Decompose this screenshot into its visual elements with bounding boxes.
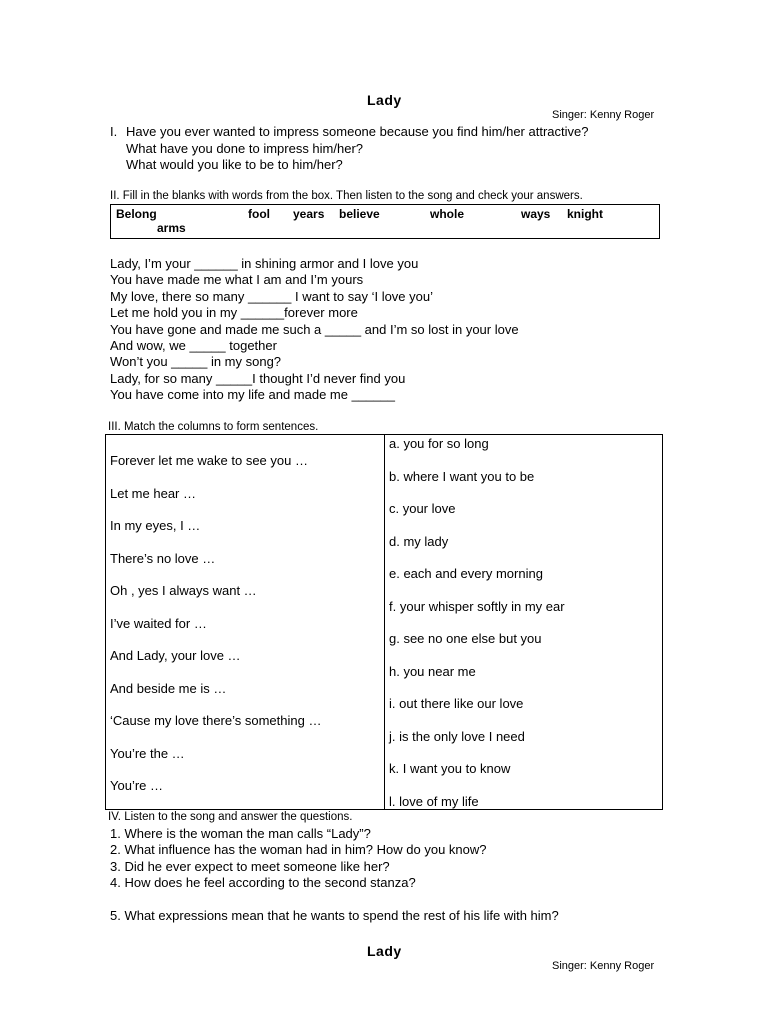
word-arms: arms [157,221,186,235]
lyric-line: Let me hold you in my ______forever more [110,305,358,321]
match-left-item: And Lady, your love … [110,648,241,663]
singer-credit: Singer: Kenny Roger [552,109,655,121]
section-3-instruction: III. Match the columns to form sentences. [108,421,319,433]
word-ways: ways [521,207,551,221]
section-1-question-3: What would you like to be to him/her? [126,157,343,172]
match-left-item: You’re the … [110,745,185,761]
match-right-item: c. your love [389,501,456,516]
question-item: 2. What influence has the woman had in him? How do you know? [110,842,487,858]
lyric-line: Won’t you _____ in my song? [110,354,282,370]
lyric-line: And wow, we _____ together [110,338,277,354]
match-left-item: Forever let me wake to see you … [110,453,308,468]
match-right-item: d. my lady [389,533,449,549]
matching-table-divider [384,434,385,810]
lyrics-block [110,256,519,404]
lyric-line: Lady, for so many _____I thought I’d never find you [110,370,406,386]
question-item: 1. Where is the woman the man calls “Lady”? [110,826,371,841]
match-right-item: l. love of my life [389,794,479,809]
word-knight: knight [567,207,603,221]
match-left-item: In my eyes, I … [110,518,201,533]
section-1-question-1: Have you ever wanted to impress someone because you find him/her attractive? [126,124,589,139]
lyric-line: My love, there so many ______ I want to say ‘I love you’ [110,288,434,304]
section-2-instruction: II. Fill in the blanks with words from the box. Then listen to the song and check your answers. [110,190,583,202]
section-4-instruction: IV. Listen to the song and answer the questions. [108,811,353,823]
match-left-item: Oh , yes I always want … [110,583,257,598]
lyric-line: Lady, I’m your ______ in shining armor and I love you [110,256,419,271]
word-years: years [293,207,325,221]
match-right-item: f. your whisper softly in my ear [389,598,565,614]
lyric-line: You have come into my life and made me ______ [110,387,395,403]
match-right-item: j. is the only love I need [389,728,525,744]
page-title: Lady [367,92,402,108]
word-whole: whole [430,207,465,221]
word-belong: Belong [116,207,157,221]
footer-title: Lady [367,943,402,959]
lyric-line: You have gone and made me such a _____ and I’m so lost in your love [110,321,519,337]
match-left-item: I’ve waited for … [110,615,207,631]
question-item: 3. Did he ever expect to meet someone like her? [110,858,390,874]
match-right-item: g. see no one else but you [389,631,542,646]
match-right-item: a. you for so long [389,436,489,451]
match-right-item: i. out there like our love [389,696,524,711]
footer-singer-credit: Singer: Kenny Roger [552,960,655,972]
word-fool: fool [248,207,270,221]
match-right-item: k. I want you to know [389,761,511,776]
match-left-item: And beside me is … [110,680,227,696]
questions-block [110,826,487,892]
match-left-item: ‘Cause my love there’s something … [110,713,322,728]
question-item-5: 5. What expressions mean that he wants to spend the rest of his life with him? [110,908,559,923]
match-right-item: h. you near me [389,663,476,679]
section-1-roman: I. [110,124,118,139]
match-right-item: e. each and every morning [389,566,543,581]
match-left-item: There’s no love … [110,550,216,566]
lyric-line: You have made me what I am and I’m yours [110,272,364,288]
match-left-item: You’re … [110,778,163,793]
match-right-item: b. where I want you to be [389,468,535,484]
question-item: 4. How does he feel according to the second stanza? [110,875,416,891]
word-believe: believe [339,207,380,221]
match-left-item: Let me hear … [110,485,196,501]
section-1-question-2: What have you done to impress him/her? [126,140,364,156]
